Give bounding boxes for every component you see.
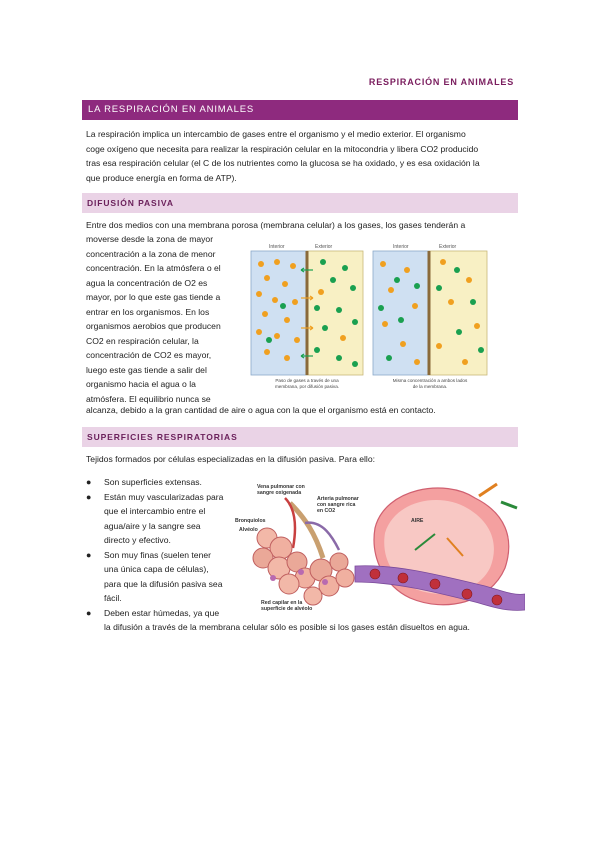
red-capilar-label-2: superficie de alvéolo [261, 606, 313, 612]
bronquiolos-label: Bronquiolos [235, 518, 266, 524]
text-line: que el intercambio entre el [104, 506, 206, 516]
intro-paragraph [86, 127, 518, 185]
arteria-label: Arteria pulmonar [317, 496, 359, 502]
superficies-intro: Tejidos formados por células especializadas en la difusión pasiva. Para ello: [86, 454, 376, 464]
section-title-superficies: SUPERFICIES RESPIRATORIAS [82, 427, 518, 447]
left-interior-label: Interior [269, 244, 285, 250]
alveoli-figure [235, 478, 525, 618]
section-title-respiracion: LA RESPIRACIÓN EN ANIMALES [82, 100, 518, 120]
arteria-label-2: con sangre rica [317, 502, 356, 508]
text-line: organismo hacia el agua o la [86, 379, 196, 389]
text-line: agua/aire y la sangre sea [104, 520, 201, 531]
aire-label: AIRE [411, 518, 424, 524]
text-line: directo y efectivo. [104, 535, 171, 545]
difusion-paragraph [86, 232, 256, 406]
red-capilar-label: Red capilar en la [261, 600, 303, 606]
text-line: organismos aerobios que producen [86, 321, 221, 331]
vena-label: Vena pulmonar con [257, 484, 305, 490]
diffusion-figure [247, 240, 495, 392]
text-line: que produce energía en forma de ATP). [86, 172, 237, 183]
text-line: agua la concentración de O2 es [86, 277, 208, 288]
text-line: una única capa de células), [104, 564, 209, 574]
text-line: mayor, por lo que este gas tiende a [86, 292, 221, 302]
text-line: luego este gas tiende a salir del [86, 364, 207, 375]
header-title: RESPIRACIÓN EN ANIMALES [368, 77, 514, 87]
text-line: Deben estar húmedas, ya que [104, 607, 220, 618]
alveoli-cluster [253, 498, 354, 605]
text-line: La respiración implica un intercambio de gases entre el organismo y el medio exterior. El organismo [86, 129, 466, 139]
bullet-icon: ● [86, 491, 92, 502]
text-line: Están muy vascularizadas para [104, 491, 224, 502]
text-line: fácil. [104, 593, 122, 603]
difusion-last-line: alcanza, debido a la gran cantidad de aire o agua con la que el organismo está en contacto. [86, 405, 436, 415]
bullet-icon: ● [86, 607, 92, 618]
text-line: coge oxígeno que necesita para realizar la respiración celular en la mitocondria y libera CO2 producido [86, 143, 479, 154]
bullet-icon: ● [86, 549, 92, 560]
right-exterior-label: Exterior [439, 244, 457, 250]
alveolus-zoom [355, 484, 525, 610]
arteria-label-3: en CO2 [317, 508, 336, 514]
left-caption-line1: Paso de gases a través de una [275, 378, 339, 383]
vena-label-2: sangre oxigenada [257, 490, 302, 496]
alveolo-label: Alvéolo [239, 527, 258, 533]
text-line: Son superficies extensas. [104, 477, 202, 487]
text-line: Son muy finas (suelen tener [104, 549, 212, 560]
diffusion-panel-right [373, 244, 487, 389]
text-line: atmósfera. El equilibrio nunca se [86, 393, 211, 404]
left-exterior-label: Exterior [315, 244, 333, 250]
right-caption-line2: de la membrana. [412, 384, 448, 389]
text-line: concentración de CO2 es mayor, [86, 350, 212, 360]
difusion-first-line: Entre dos medios con una membrana porosa (membrana celular) a los gases, los gases tenderán a [86, 220, 466, 230]
text-line: CO2 en respiración celular, la [86, 335, 199, 346]
text-line: concentración. En la atmósfera o el [86, 263, 221, 273]
text-line: concentración a la zona de menor [86, 248, 216, 259]
section-title-difusion: DIFUSIÓN PASIVA [82, 193, 518, 213]
right-interior-label: Interior [393, 244, 409, 250]
text-line: entrar en los organismos. En los [86, 306, 210, 317]
diffusion-panel-left [251, 244, 363, 389]
right-caption-line1: Misma concentración a ambos lados [392, 378, 468, 383]
left-caption-line2: membrana, por difusión pasiva. [274, 384, 340, 389]
bullet-icon: ● [86, 477, 92, 487]
text-line: la difusión a través de la membrana celular sólo es posible si los gases están disueltos en agua. [104, 622, 470, 632]
text-line: tras esa respiración celular (el C de los nutrientes como la glucosa se ha oxidado, y es esa oxidación la [86, 158, 480, 168]
text-line: moverse desde la zona de mayor [86, 234, 214, 244]
text-line: para que la difusión pasiva sea [104, 578, 223, 589]
